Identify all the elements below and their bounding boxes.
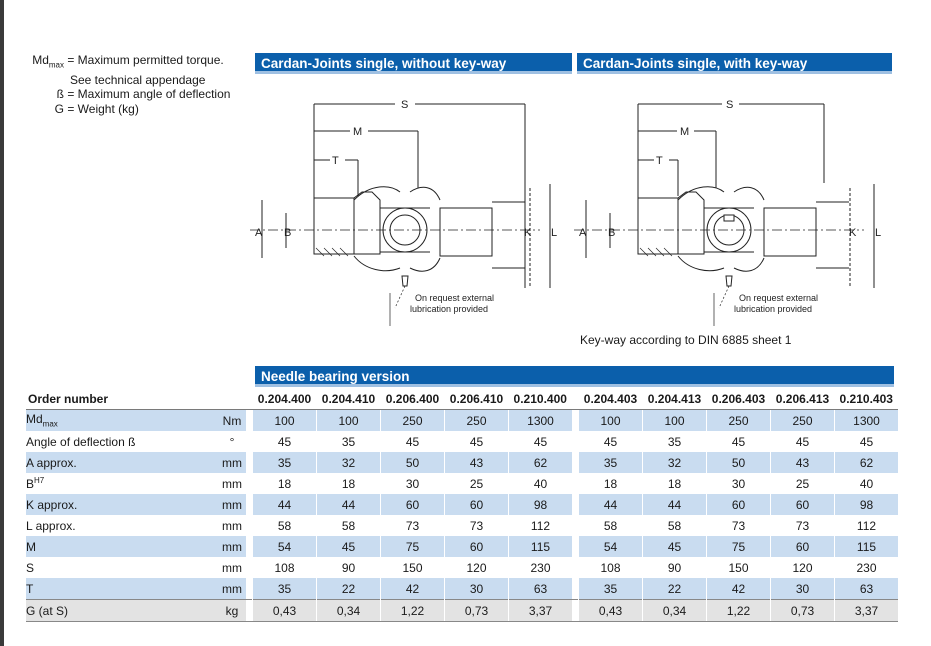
- dim-label-s: S: [401, 99, 409, 111]
- legend-md-sub: max: [48, 60, 64, 70]
- row-unit: mm: [218, 578, 246, 600]
- row-label: [26, 473, 218, 494]
- dim-label-l: L: [551, 227, 558, 239]
- value-cell: 73: [707, 515, 771, 536]
- row-label-sub: max: [42, 419, 58, 429]
- value-cell: 100: [253, 410, 317, 432]
- value-cell: 30: [707, 473, 771, 494]
- legend-md-symbol: Md: [32, 53, 49, 67]
- keyway-note: Key-way according to DIN 6885 sheet 1: [580, 333, 792, 347]
- value-cell: 45: [445, 431, 509, 452]
- value-cell: 1,22: [381, 600, 445, 622]
- order-number-cell: 0.204.400: [253, 388, 317, 410]
- value-cell: 18: [253, 473, 317, 494]
- value-cell: 60: [707, 494, 771, 515]
- dim-label-a: A: [579, 227, 587, 239]
- value-cell: 44: [253, 494, 317, 515]
- value-cell: 45: [707, 431, 771, 452]
- row-label-text: K approx.: [26, 497, 78, 512]
- value-cell: 25: [445, 473, 509, 494]
- value-cell: 250: [381, 410, 445, 432]
- value-cell: 54: [253, 536, 317, 557]
- diagram-with-keyway: [574, 88, 894, 328]
- value-cell: 0,43: [253, 600, 317, 622]
- row-unit: mm: [218, 515, 246, 536]
- table-row: [26, 600, 898, 622]
- legend-g-symbol: G: [54, 101, 64, 116]
- value-cell: 75: [381, 536, 445, 557]
- row-label: [26, 515, 218, 536]
- joint-drawing-left: [250, 88, 570, 328]
- dim-label-k: K: [849, 227, 857, 239]
- value-cell: 44: [579, 494, 643, 515]
- value-cell: 0,73: [445, 600, 509, 622]
- value-cell: 60: [445, 536, 509, 557]
- dim-label-s: S: [726, 99, 734, 111]
- row-unit: Nm: [218, 410, 246, 432]
- value-cell: 250: [771, 410, 835, 432]
- value-cell: 58: [579, 515, 643, 536]
- value-cell: 62: [835, 452, 899, 473]
- value-cell: 112: [509, 515, 573, 536]
- value-cell: 250: [707, 410, 771, 432]
- row-unit: mm: [218, 473, 246, 494]
- row-unit: °: [218, 431, 246, 452]
- order-number-cell: 0.206.410: [445, 388, 509, 410]
- dim-label-b: B: [284, 227, 292, 239]
- table-row: [26, 578, 898, 600]
- value-cell: 73: [381, 515, 445, 536]
- value-cell: 50: [381, 452, 445, 473]
- value-cell: 112: [835, 515, 899, 536]
- row-label-text: Angle of deflection ß: [26, 434, 136, 449]
- value-cell: 35: [317, 431, 381, 452]
- value-cell: 60: [771, 536, 835, 557]
- row-unit: mm: [218, 494, 246, 515]
- order-number-cell: 0.204.403: [579, 388, 643, 410]
- value-cell: 45: [381, 431, 445, 452]
- value-cell: 18: [643, 473, 707, 494]
- value-cell: 63: [509, 578, 573, 600]
- header-order-number: Order number: [26, 388, 218, 410]
- section-title-without-keyway: Cardan-Joints single, without key-way: [255, 53, 572, 74]
- value-cell: 22: [643, 578, 707, 600]
- dim-label-t: T: [656, 155, 663, 167]
- row-unit: kg: [218, 600, 246, 622]
- value-cell: 54: [579, 536, 643, 557]
- value-cell: 60: [381, 494, 445, 515]
- value-cell: 30: [771, 578, 835, 600]
- value-cell: 58: [253, 515, 317, 536]
- value-cell: 35: [579, 452, 643, 473]
- value-cell: 73: [771, 515, 835, 536]
- value-cell: 115: [509, 536, 573, 557]
- value-cell: 25: [771, 473, 835, 494]
- value-cell: 0,73: [771, 600, 835, 622]
- value-cell: 44: [643, 494, 707, 515]
- dim-label-l: L: [875, 227, 882, 239]
- value-cell: 58: [643, 515, 707, 536]
- row-unit: mm: [218, 557, 246, 578]
- row-label: [26, 452, 218, 473]
- table-row: [26, 536, 898, 557]
- row-label-text: M: [26, 539, 36, 554]
- order-number-cell: 0.204.413: [643, 388, 707, 410]
- order-number-cell: 0.206.413: [771, 388, 835, 410]
- value-cell: 32: [317, 452, 381, 473]
- lubrication-note-line2: lubrication provided: [734, 304, 813, 314]
- value-cell: 45: [509, 431, 573, 452]
- value-cell: 3,37: [509, 600, 573, 622]
- value-cell: 35: [643, 431, 707, 452]
- value-cell: 230: [509, 557, 573, 578]
- value-cell: 98: [509, 494, 573, 515]
- row-label-text: S: [26, 560, 35, 575]
- value-cell: 98: [835, 494, 899, 515]
- value-cell: 120: [445, 557, 509, 578]
- legend-g: [28, 102, 230, 117]
- legend-md-text: = Maximum permitted torque.: [67, 53, 224, 67]
- lubrication-note-line1: On request external: [415, 293, 495, 303]
- table-row: [26, 515, 898, 536]
- value-cell: 230: [835, 557, 899, 578]
- value-cell: 120: [771, 557, 835, 578]
- diagram-without-keyway: [250, 88, 570, 328]
- row-label: [26, 410, 218, 432]
- value-cell: 108: [253, 557, 317, 578]
- joint-drawing-right: [574, 88, 894, 328]
- value-cell: 42: [707, 578, 771, 600]
- legend-md-text2: See technical appendage: [70, 72, 206, 87]
- value-cell: 73: [445, 515, 509, 536]
- row-label: [26, 536, 218, 557]
- value-cell: 75: [707, 536, 771, 557]
- row-label-text: Md: [26, 412, 43, 427]
- value-cell: 45: [771, 431, 835, 452]
- order-number-cell: 0.210.400: [509, 388, 573, 410]
- dim-label-k: K: [524, 227, 532, 239]
- table-row: [26, 452, 898, 473]
- value-cell: 1,22: [707, 600, 771, 622]
- dim-label-m: M: [353, 126, 363, 138]
- row-label-text: B: [26, 477, 35, 491]
- value-cell: 1300: [835, 410, 899, 432]
- value-cell: 40: [509, 473, 573, 494]
- row-label-text: G (at S): [26, 603, 69, 618]
- row-label: [26, 494, 218, 515]
- table-row: [26, 557, 898, 578]
- value-cell: 60: [771, 494, 835, 515]
- section-title-with-keyway: Cardan-Joints single, with key-way: [577, 53, 892, 74]
- value-cell: 250: [445, 410, 509, 432]
- row-unit: mm: [218, 452, 246, 473]
- value-cell: 35: [253, 452, 317, 473]
- value-cell: 63: [835, 578, 899, 600]
- dim-label-t: T: [332, 155, 339, 167]
- value-cell: 44: [317, 494, 381, 515]
- row-label: [26, 557, 218, 578]
- spec-table: [26, 388, 898, 622]
- row-label-sup: H7: [34, 476, 45, 485]
- legend-md: [28, 53, 230, 73]
- lubrication-note-line2: lubrication provided: [410, 304, 489, 314]
- value-cell: 32: [643, 452, 707, 473]
- value-cell: 43: [445, 452, 509, 473]
- lubrication-note-line1: On request external: [739, 293, 819, 303]
- value-cell: 18: [317, 473, 381, 494]
- value-cell: 90: [643, 557, 707, 578]
- row-label: [26, 578, 218, 600]
- symbol-legend: [28, 53, 230, 116]
- order-number-cell: 0.204.410: [317, 388, 381, 410]
- value-cell: 3,37: [835, 600, 899, 622]
- value-cell: 150: [707, 557, 771, 578]
- value-cell: 18: [579, 473, 643, 494]
- value-cell: 108: [579, 557, 643, 578]
- value-cell: 0,34: [643, 600, 707, 622]
- row-unit: mm: [218, 536, 246, 557]
- table-row: [26, 494, 898, 515]
- legend-beta-symbol: ß: [56, 87, 64, 102]
- row-label-text: T: [26, 581, 34, 596]
- value-cell: 45: [253, 431, 317, 452]
- value-cell: 45: [643, 536, 707, 557]
- spec-table-body: [26, 410, 898, 622]
- value-cell: 62: [509, 452, 573, 473]
- value-cell: 0,43: [579, 600, 643, 622]
- value-cell: 115: [835, 536, 899, 557]
- value-cell: 100: [579, 410, 643, 432]
- value-cell: 90: [317, 557, 381, 578]
- order-number-cell: 0.206.403: [707, 388, 771, 410]
- table-header-row: [26, 388, 898, 410]
- value-cell: 100: [643, 410, 707, 432]
- value-cell: 58: [317, 515, 381, 536]
- value-cell: 43: [771, 452, 835, 473]
- left-edge-strip: [0, 0, 4, 646]
- dim-label-m: M: [680, 126, 690, 138]
- value-cell: 35: [253, 578, 317, 600]
- value-cell: 30: [445, 578, 509, 600]
- dim-label-b: B: [608, 227, 616, 239]
- value-cell: 1300: [509, 410, 573, 432]
- table-row: [26, 473, 898, 494]
- value-cell: 50: [707, 452, 771, 473]
- value-cell: 40: [835, 473, 899, 494]
- value-cell: 45: [317, 536, 381, 557]
- value-cell: 42: [381, 578, 445, 600]
- value-cell: 30: [381, 473, 445, 494]
- row-label-text: L approx.: [26, 518, 76, 533]
- value-cell: 0,34: [317, 600, 381, 622]
- table-row: [26, 431, 898, 452]
- legend-g-text: = Weight (kg): [67, 101, 139, 116]
- legend-beta-text: = Maximum angle of deflection: [67, 87, 231, 102]
- value-cell: 60: [445, 494, 509, 515]
- dim-label-a: A: [255, 227, 263, 239]
- order-number-cell: 0.210.403: [835, 388, 899, 410]
- legend-beta: [28, 87, 230, 102]
- needle-bearing-title: Needle bearing version: [255, 366, 894, 387]
- value-cell: 45: [835, 431, 899, 452]
- row-label-text: A approx.: [26, 455, 77, 470]
- value-cell: 35: [579, 578, 643, 600]
- order-number-cell: 0.206.400: [381, 388, 445, 410]
- row-label: [26, 431, 218, 452]
- row-label: [26, 600, 218, 622]
- table-row: [26, 410, 898, 432]
- value-cell: 100: [317, 410, 381, 432]
- value-cell: 45: [579, 431, 643, 452]
- value-cell: 150: [381, 557, 445, 578]
- value-cell: 22: [317, 578, 381, 600]
